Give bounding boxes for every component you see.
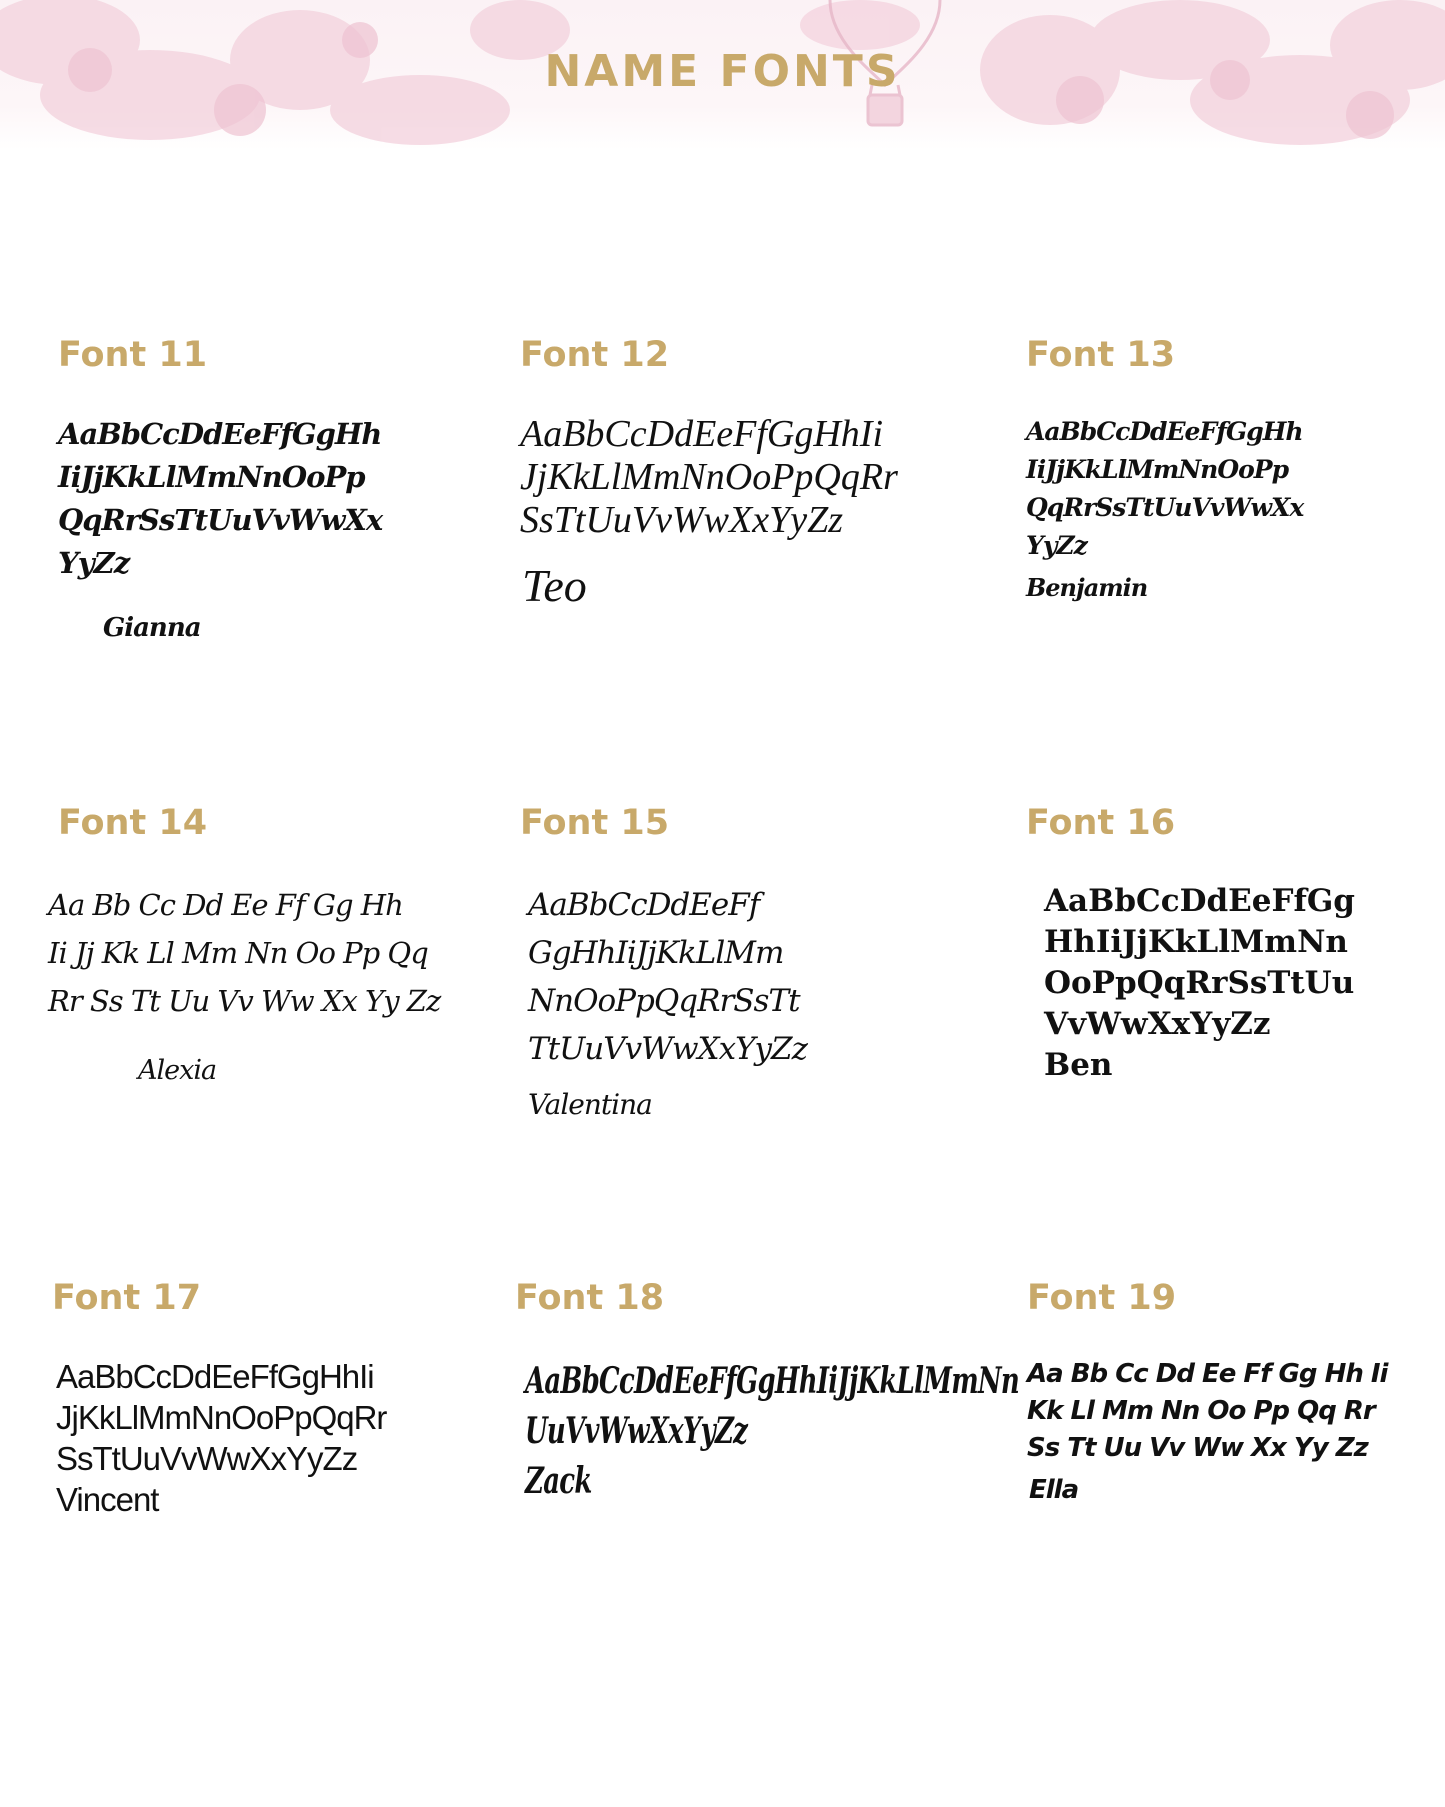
- font-sample: [48, 881, 478, 1095]
- sample-line: UuVvWwXxYyZz: [525, 1410, 748, 1452]
- sample-line: AaBbCcDdEeFfGg: [1044, 883, 1355, 919]
- sample-line: AaBbCcDdEeFfGgHh: [1026, 417, 1303, 446]
- sample-name: Zack: [525, 1460, 592, 1502]
- sample-line: JjKkLlMmNnOoPpQqRr: [56, 1399, 387, 1436]
- sample-name: Ella: [1029, 1475, 1079, 1505]
- sample-line: Ss Tt Uu Vv Ww Xx Yy Zz: [1027, 1433, 1368, 1463]
- page-title: NAME FONTS: [544, 46, 901, 97]
- sample-line: Aa Bb Cc Dd Ee Ff Gg Hh: [48, 888, 403, 922]
- sample-line: NnOoPpQqRrSsTt: [528, 983, 800, 1019]
- sample-line: QqRrSsTtUuVvWwXx: [1026, 493, 1304, 522]
- sample-line: Ii Jj Kk Ll Mm Nn Oo Pp Qq: [48, 936, 428, 970]
- font-label: Font 14: [58, 803, 208, 843]
- sample-line: YyZz: [1026, 531, 1087, 560]
- font-sample: [1026, 413, 1445, 607]
- font-label: Font 18: [515, 1278, 665, 1318]
- sample-line: OoPpQqRrSsTtUu: [1044, 965, 1355, 1001]
- sample-line: VvWwXxYyZz: [1044, 1006, 1271, 1042]
- font-card-16: [1026, 803, 1445, 1086]
- sample-line: AaBbCcDdEeFfGgHh: [58, 417, 382, 451]
- sample-line: AaBbCcDdEeFf: [528, 887, 760, 923]
- font-sample: [1044, 881, 1445, 1086]
- sample-line: YyZz: [58, 546, 130, 580]
- font-card-12: [520, 335, 940, 611]
- sample-line: Kk Ll Mm Nn Oo Pp Qq Rr: [1027, 1396, 1375, 1426]
- font-sample: [528, 881, 940, 1129]
- sample-name: Alexia: [138, 1055, 217, 1086]
- font-card-13: [1026, 335, 1445, 607]
- sample-line: AaBbCcDdEeFfGgHhIi: [520, 413, 884, 455]
- font-label: Font 19: [1027, 1278, 1177, 1318]
- font-sample: [56, 1356, 472, 1520]
- sample-line: TtUuVvWwXxYyZz: [528, 1031, 807, 1067]
- sample-name: Ben: [1044, 1047, 1113, 1083]
- sample-name: Vincent: [56, 1481, 159, 1518]
- sample-line: Rr Ss Tt Uu Vv Ww Xx Yy Zz: [48, 984, 441, 1018]
- sample-name: Benjamin: [1026, 573, 1148, 602]
- sample-line: AaBbCcDdEeFfGgHhIi: [56, 1358, 374, 1395]
- font-sample: [1027, 1356, 1445, 1509]
- sample-line: SsTtUuVvWwXxYyZz: [520, 499, 843, 541]
- font-sample: [520, 413, 940, 611]
- sample-name: Gianna: [103, 613, 201, 643]
- sample-line: QqRrSsTtUuVvWwXx: [58, 503, 383, 537]
- font-card-19: [1027, 1278, 1445, 1509]
- sample-line: JjKkLlMmNnOoPpQqRr: [520, 456, 898, 498]
- font-card-17: [52, 1278, 472, 1520]
- font-card-11: [58, 335, 478, 650]
- sample-name: Teo: [522, 560, 587, 611]
- sample-line: IiJjKkLlMmNnOoPp: [1026, 455, 1289, 484]
- font-label: Font 12: [520, 335, 670, 375]
- font-sample: [525, 1356, 1020, 1506]
- sample-name: Valentina: [528, 1088, 652, 1121]
- sample-line: AaBbCcDdEeFfGgHhIiJjKkLlMmNn: [525, 1360, 1020, 1402]
- sample-line: Aa Bb Cc Dd Ee Ff Gg Hh Ii: [1027, 1359, 1388, 1389]
- font-label: Font 15: [520, 803, 670, 843]
- sample-line: SsTtUuVvWwXxYyZz: [56, 1440, 358, 1477]
- sample-line: IiJjKkLlMmNnOoPp: [58, 460, 365, 494]
- font-card-14: [48, 803, 478, 1095]
- font-label: Font 17: [52, 1278, 202, 1318]
- font-label: Font 11: [58, 335, 208, 375]
- sample-line: HhIiJjKkLlMmNn: [1044, 924, 1348, 960]
- font-label: Font 13: [1026, 335, 1176, 375]
- font-label: Font 16: [1026, 803, 1176, 843]
- font-card-15: [520, 803, 940, 1129]
- sample-line: GgHhIiJjKkLlMm: [528, 935, 784, 971]
- font-sample: [58, 413, 478, 650]
- font-card-18: [515, 1278, 1020, 1506]
